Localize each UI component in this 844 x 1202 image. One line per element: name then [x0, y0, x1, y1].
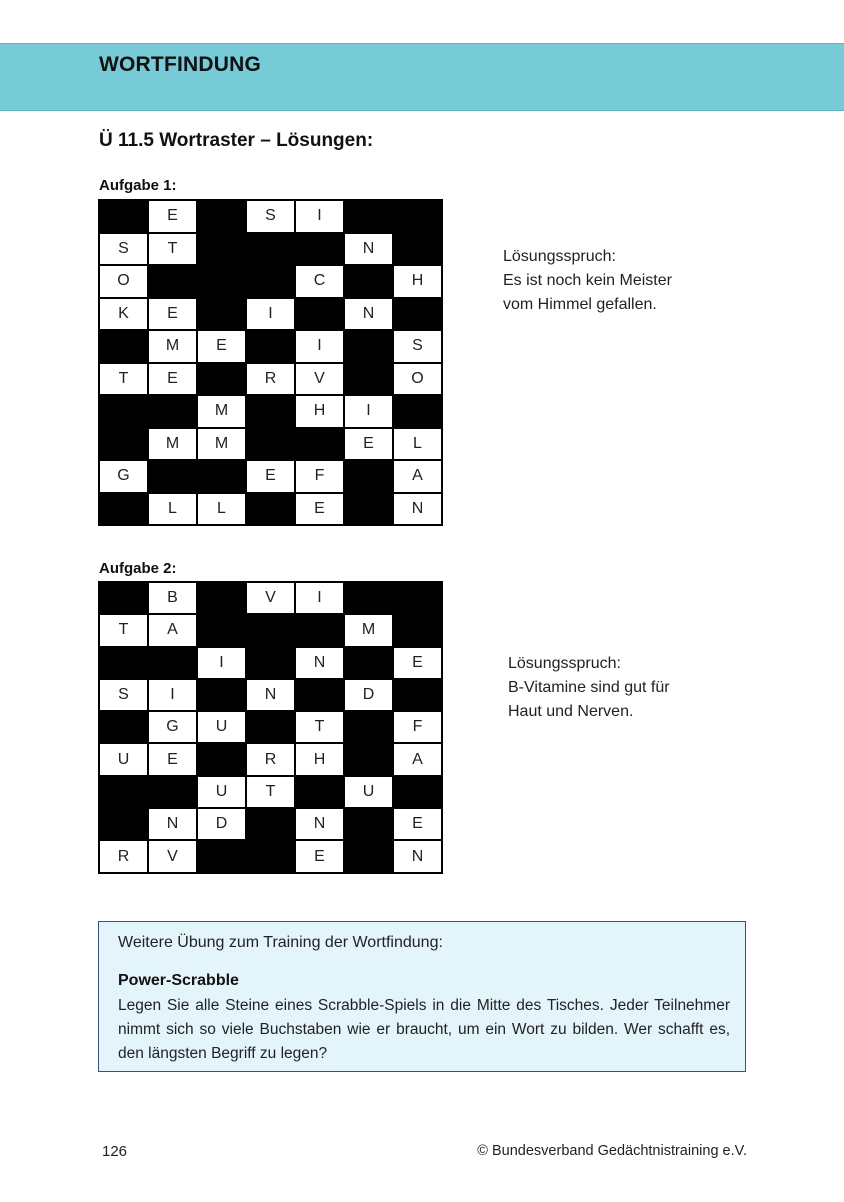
grid-cell-letter: D: [197, 808, 246, 840]
grid-cell-letter: N: [148, 808, 197, 840]
grid-cell-letter: L: [197, 493, 246, 526]
grid-cell-black: [393, 582, 442, 614]
grid-cell-letter: G: [148, 711, 197, 743]
grid-cell-letter: O: [99, 265, 148, 298]
grid-cell-black: [344, 582, 393, 614]
task1-word-grid: [98, 199, 443, 526]
grid-cell-letter: E: [148, 363, 197, 396]
grid-cell-black: [344, 330, 393, 363]
grid-cell-letter: N: [295, 808, 344, 840]
grid-cell-black: [197, 460, 246, 493]
grid-cell-letter: I: [295, 330, 344, 363]
grid-cell-letter: U: [197, 776, 246, 808]
grid-cell-black: [246, 614, 295, 646]
grid-cell-black: [99, 200, 148, 233]
grid-cell-letter: M: [344, 614, 393, 646]
grid-cell-letter: O: [393, 363, 442, 396]
grid-cell-letter: G: [99, 460, 148, 493]
grid-cell-black: [99, 776, 148, 808]
grid-cell-letter: E: [393, 647, 442, 679]
grid-cell-letter: R: [246, 363, 295, 396]
task1-solution-label: Lösungsspruch:: [503, 248, 616, 265]
grid-cell-black: [344, 808, 393, 840]
grid-cell-letter: T: [99, 614, 148, 646]
grid-cell-black: [344, 363, 393, 396]
grid-cell-black: [246, 330, 295, 363]
grid-cell-letter: H: [295, 743, 344, 775]
grid-cell-black: [246, 493, 295, 526]
grid-cell-letter: M: [148, 428, 197, 461]
grid-cell-letter: A: [148, 614, 197, 646]
grid-cell-black: [246, 233, 295, 266]
grid-cell-black: [393, 298, 442, 331]
grid-cell-letter: N: [393, 840, 442, 872]
grid-cell-black: [246, 395, 295, 428]
grid-cell-black: [344, 200, 393, 233]
grid-cell-black: [99, 582, 148, 614]
grid-cell-letter: T: [148, 233, 197, 266]
grid-cell-letter: I: [344, 395, 393, 428]
grid-cell-black: [393, 233, 442, 266]
grid-cell-letter: E: [295, 840, 344, 872]
grid-cell-letter: A: [393, 743, 442, 775]
grid-cell-black: [344, 840, 393, 872]
page-number: 126: [102, 1143, 128, 1160]
tip-heading: Power-Scrabble: [118, 972, 239, 989]
grid-cell-letter: K: [99, 298, 148, 331]
tip-intro: Weitere Übung zum Training der Wortfindung:: [118, 934, 443, 951]
grid-cell-black: [148, 776, 197, 808]
grid-cell-black: [344, 265, 393, 298]
grid-cell-letter: M: [148, 330, 197, 363]
grid-cell-black: [344, 711, 393, 743]
grid-cell-letter: L: [148, 493, 197, 526]
grid-cell-black: [197, 840, 246, 872]
grid-cell-letter: T: [99, 363, 148, 396]
grid-cell-black: [148, 395, 197, 428]
task1-solution-line: vom Himmel gefallen.: [503, 296, 657, 313]
grid-cell-letter: I: [197, 647, 246, 679]
grid-cell-black: [295, 679, 344, 711]
grid-cell-letter: N: [344, 298, 393, 331]
grid-cell-black: [99, 808, 148, 840]
grid-cell-black: [99, 711, 148, 743]
grid-cell-black: [197, 743, 246, 775]
grid-cell-letter: V: [148, 840, 197, 872]
grid-cell-black: [197, 200, 246, 233]
grid-cell-black: [197, 614, 246, 646]
grid-cell-letter: M: [197, 395, 246, 428]
grid-cell-letter: D: [344, 679, 393, 711]
grid-cell-black: [246, 808, 295, 840]
grid-cell-letter: V: [246, 582, 295, 614]
grid-cell-letter: N: [246, 679, 295, 711]
grid-cell-black: [344, 647, 393, 679]
grid-cell-letter: C: [295, 265, 344, 298]
grid-cell-letter: T: [295, 711, 344, 743]
grid-cell-black: [197, 265, 246, 298]
task2-solution: [508, 652, 670, 724]
grid-cell-letter: H: [295, 395, 344, 428]
grid-cell-letter: F: [295, 460, 344, 493]
task2-solution-line: Haut und Nerven.: [508, 703, 634, 720]
grid-cell-letter: U: [344, 776, 393, 808]
tip-box: [98, 921, 746, 1072]
grid-cell-black: [295, 233, 344, 266]
grid-cell-letter: V: [295, 363, 344, 396]
grid-cell-black: [197, 582, 246, 614]
grid-cell-letter: E: [197, 330, 246, 363]
grid-cell-letter: S: [393, 330, 442, 363]
grid-cell-black: [295, 614, 344, 646]
grid-cell-letter: A: [393, 460, 442, 493]
task1-label: Aufgabe 1:: [99, 177, 177, 194]
grid-cell-letter: B: [148, 582, 197, 614]
grid-cell-black: [99, 428, 148, 461]
grid-cell-black: [344, 460, 393, 493]
grid-cell-black: [99, 493, 148, 526]
grid-cell-black: [148, 265, 197, 298]
grid-cell-letter: I: [295, 200, 344, 233]
grid-cell-letter: F: [393, 711, 442, 743]
grid-cell-black: [295, 298, 344, 331]
grid-cell-letter: E: [148, 200, 197, 233]
grid-cell-black: [393, 614, 442, 646]
task2-solution-label: Lösungsspruch:: [508, 655, 621, 672]
grid-cell-black: [393, 200, 442, 233]
grid-cell-letter: E: [393, 808, 442, 840]
grid-cell-black: [148, 460, 197, 493]
grid-cell-letter: E: [344, 428, 393, 461]
grid-cell-letter: L: [393, 428, 442, 461]
grid-cell-black: [344, 493, 393, 526]
task2-solution-line: B-Vitamine sind gut für: [508, 679, 670, 696]
grid-cell-black: [393, 776, 442, 808]
grid-cell-letter: I: [295, 582, 344, 614]
grid-cell-letter: E: [295, 493, 344, 526]
grid-cell-letter: U: [99, 743, 148, 775]
grid-cell-black: [295, 428, 344, 461]
grid-cell-black: [344, 743, 393, 775]
grid-cell-black: [99, 330, 148, 363]
grid-cell-letter: M: [197, 428, 246, 461]
grid-cell-black: [197, 363, 246, 396]
grid-cell-black: [148, 647, 197, 679]
grid-cell-letter: N: [295, 647, 344, 679]
grid-cell-letter: U: [197, 711, 246, 743]
grid-cell-letter: E: [246, 460, 295, 493]
grid-cell-black: [393, 395, 442, 428]
grid-cell-letter: I: [148, 679, 197, 711]
grid-cell-letter: I: [246, 298, 295, 331]
grid-cell-black: [246, 840, 295, 872]
grid-cell-black: [246, 428, 295, 461]
grid-cell-black: [295, 776, 344, 808]
task2-label: Aufgabe 2:: [99, 560, 177, 577]
grid-cell-black: [246, 711, 295, 743]
grid-cell-black: [197, 233, 246, 266]
grid-cell-letter: H: [393, 265, 442, 298]
tip-body: Legen Sie alle Steine eines Scrabble-Spiels in die Mitte des Tisches. Jeder Teilnehmer nimmt sich so viele Buchstaben wie er braucht, um ein Wort zu bilden. Wer schafft es, den längsten Begriff zu legen?: [118, 997, 730, 1062]
grid-cell-black: [197, 298, 246, 331]
grid-cell-letter: R: [246, 743, 295, 775]
grid-cell-letter: R: [99, 840, 148, 872]
grid-cell-letter: E: [148, 298, 197, 331]
grid-cell-letter: S: [99, 233, 148, 266]
grid-cell-black: [246, 647, 295, 679]
grid-cell-letter: N: [393, 493, 442, 526]
grid-cell-letter: S: [99, 679, 148, 711]
copyright-notice: © Bundesverband Gedächtnistraining e.V.: [477, 1143, 747, 1159]
grid-cell-letter: N: [344, 233, 393, 266]
grid-cell-black: [99, 395, 148, 428]
grid-cell-black: [246, 265, 295, 298]
task1-solution-line: Es ist noch kein Meister: [503, 272, 672, 289]
grid-cell-black: [393, 679, 442, 711]
page-title: Ü 11.5 Wortraster – Lösungen:: [99, 130, 374, 151]
grid-cell-black: [99, 647, 148, 679]
task2-word-grid: [98, 581, 443, 874]
section-title: WORTFINDUNG: [99, 53, 262, 76]
grid-cell-letter: T: [246, 776, 295, 808]
grid-cell-black: [197, 679, 246, 711]
grid-cell-letter: E: [148, 743, 197, 775]
task1-solution: [503, 245, 672, 317]
grid-cell-letter: S: [246, 200, 295, 233]
